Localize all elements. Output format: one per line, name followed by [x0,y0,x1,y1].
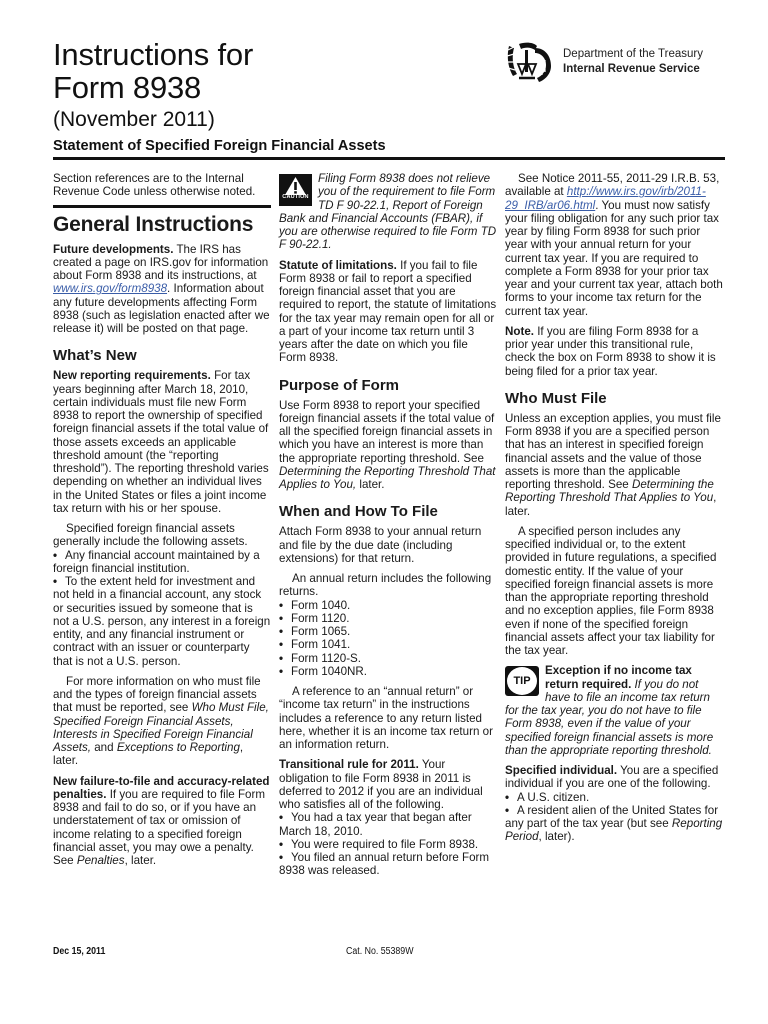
list-item: • Form 1120. [279,611,350,625]
penalties-paragraph: New failure-to-file and accuracy-related penalties. If you are required to file Form 8938 and fail to do so, or if you have an understatement of tax or omission of income relating to a specified foreign financial asset, you may owe a penalty. See Penalties, later. [53,774,270,867]
cross-reference: Exceptions to Reporting [116,741,240,754]
bullet-icon: • [505,790,510,804]
agency-department: Department of the Treasury [563,48,703,60]
transitional-rule-paragraph: Transitional rule for 2011. Your obligation to file Form 8938 in 2011 is deferred to 2012 if you are an individual who satisfies all of the following. [279,758,483,811]
bullet-icon: • [279,811,284,825]
cross-reference: Determining the Reporting Threshold That Applies to You [505,478,714,505]
list-item: • Form 1040NR. [279,664,368,678]
bullet-icon: • [279,837,284,851]
section-references-note: Section references are to the Internal Revenue Code unless otherwise noted. [53,172,256,199]
column-2 [279,172,497,885]
list-item: • You were required to file Form 8938. [279,837,479,851]
agency-irs: Internal Revenue Service [563,63,700,75]
bullet-icon: • [279,611,284,625]
document-title-line1: Instructions for [53,37,254,72]
list-item: • Any financial account maintained by a foreign financial institution. [53,548,260,575]
list-item: • Form 1041. [279,638,351,652]
document-header [53,38,396,154]
list-item: • Form 1065. [279,625,351,638]
bullet-icon: • [279,638,284,652]
column-1 [53,172,271,874]
footer-date: Dec 15, 2011 [53,946,106,957]
bullet-icon: • [53,575,58,588]
who-must-file-heading: Who Must File [505,389,607,407]
assets-intro: Specified foreign financial assets generally include the following assets. [53,522,248,549]
bullet-icon: • [505,803,510,817]
list-item: • A U.S. citizen. [505,790,590,804]
transitional-bullet-list [279,811,497,877]
cross-reference: Penalties [76,854,125,867]
caution-icon: CAUTION [279,174,312,206]
general-instructions-heading: General Instructions [53,205,271,237]
statute-of-limitations-paragraph: Statute of limitations. If you fail to file Form 8938 or fail to report a specified foreign financial asset that you are required to report, the statute of limitations for the tax year may remain open for all or a part of your income tax return until 3 years after the date on which you file Form 8938. [279,258,497,365]
irs-eagle-logo-icon [505,40,555,84]
cross-reference: Reporting Period [505,817,723,844]
list-item: • To the extent held for investment and not held in a financial account, any stock or securities issued by someone that is not a U.S. person, any interest in a foreign entity, and any financial instrument or contract with an issuer or counterparty that is not a U.S. person. [53,575,271,668]
tip-text: Exception if no income tax return required. If you do not have to file an income tax return for the tax year, you do not have to file Form 8938, even if the value of your specified foreign financial assets is more than the appropriate reporting threshold. [505,664,714,757]
column-3 [505,172,723,851]
bullet-icon: • [53,548,58,562]
bullet-icon: • [279,598,284,612]
annual-return-reference-paragraph: A reference to an “annual return” or “income tax return” in the instructions includes a reference to any return listed here, whether it is an income tax return or an information return. [279,685,493,751]
specified-individual-paragraph: Specified individual. You are a specified individual if you are one of the following. [505,764,719,791]
purpose-of-form-heading: Purpose of Form [279,376,400,394]
when-how-to-file-heading: When and How To File [279,503,438,521]
annual-return-intro: An annual return includes the following returns. [279,572,492,599]
whats-new-heading: What’s New [53,347,137,365]
tip-callout [505,664,723,757]
specified-individual-list [505,791,723,844]
future-developments-paragraph: Future developments. The IRS has created a page on IRS.gov for information about Form 8938 and its instructions, at www.irs.gov/form8938. Information about any future developments affecting Form 8938 (such as legislation enacted after we release it) will be posted on that page. [53,242,270,335]
bullet-icon: • [279,851,284,864]
annual-forms-list [279,599,497,679]
list-item: • You had a tax year that began after March 18, 2010. [279,811,472,838]
tip-icon: TIP [505,666,539,696]
irs-form8938-link[interactable]: www.irs.gov/form8938 [53,282,168,296]
who-must-file-paragraph: Unless an exception applies, you must file Form 8938 if you are a specified person that has an interest in specified foreign financial assets and the value of those assets is more than the applicable reporting threshold. See Determining the Reporting Threshold That Applies to You, later. [505,411,721,518]
document-title-line2: Form 8938 [53,70,202,105]
future-developments-lead: Future developments. [53,242,174,256]
notice-2011-55-link[interactable]: http://www.irs.gov/irb/2011-29_IRB/ar06.html [505,185,706,212]
header-rule [53,157,725,160]
catalog-number: Cat. No. 55389W [346,946,414,957]
bullet-icon: • [279,651,284,665]
when-paragraph: Attach Form 8938 to your annual return and file by the due date (including extensions) for that return. [279,525,482,565]
bullet-icon: • [279,625,284,638]
bullet-icon: • [279,664,284,678]
more-info-paragraph: For more information on who must file and the types of foreign financial assets that must be reported, see Who Must File, Specified Foreign Financial Assets, Interests in Specified Foreign Financial Assets, and Exceptions to Reporting, later. [53,674,269,768]
assets-bullet-list [53,549,271,668]
purpose-paragraph: Use Form 8938 to report your specified foreign financial assets if the total value of all the specified foreign financial assets in which you have an interest is more than the appropriate reporting threshold. See Determining the Reporting Threshold That Applies to You, later. [279,398,496,491]
cross-reference: Who Must File, Specified Foreign Financial Assets, Interests in Specified Foreign Financial Assets, [53,701,269,754]
notice-paragraph: See Notice 2011-55, 2011-29 I.R.B. 53, available at http://www.irs.gov/irb/2011-29_IRB/ar06.html. You must now satisfy your filing obligation for any such prior tax year by filing Form 8938 for such prior year with your annual return for your current tax year. If you are required to complete a Form 8938 for your prior tax year and your current tax year, attach both forms to your income tax return for the current tax year. [505,172,723,318]
revision-date: (November 2011) [53,108,215,131]
new-reporting-requirements-paragraph: New reporting requirements. For tax years beginning after March 18, 2010, certain individuals must file new Form 8938 to report the ownership of specified foreign financial assets if the total value of those assets exceeds an applicable threshold amount (the “reporting threshold”). The reporting threshold varies depending on whether an individual lives in the United States or files a joint income tax return with his or her spouse. [53,369,269,515]
cross-reference: Determining the Reporting Threshold That Applies to You, [279,464,496,491]
agency-block [505,40,703,84]
note-paragraph: Note. If you are filing Form 8938 for a prior year under this transitional rule, check the box on Form 8938 to show it is being filed for a prior tax year. [505,324,716,378]
specified-person-paragraph: A specified person includes any specified individual or, to the extent provided in future regulations, a specified domestic entity. If the value of your specified foreign financial assets is more than the appropriate reporting threshold and no exception applies, file Form 8938 even if none of the specified foreign financial assets affect your tax liability for the tax year. [505,524,717,657]
list-item: • Form 1040. [279,598,351,612]
list-item: • Form 1120-S. [279,651,362,665]
caution-text: Filing Form 8938 does not relieve you of the requirement to file Form TD F 90-22.1, Report of Foreign Bank and Financial Accounts (FBAR), if you are otherwise required to file Form TD F 90-22.1. [279,172,497,252]
document-subtitle: Statement of Specified Foreign Financial Assets [53,137,386,154]
list-item: • A resident alien of the United States for any part of the tax year (but see Reporting Period, later). [505,803,723,844]
caution-callout [279,172,497,252]
list-item: • You filed an annual return before Form 8938 was released. [279,851,490,878]
